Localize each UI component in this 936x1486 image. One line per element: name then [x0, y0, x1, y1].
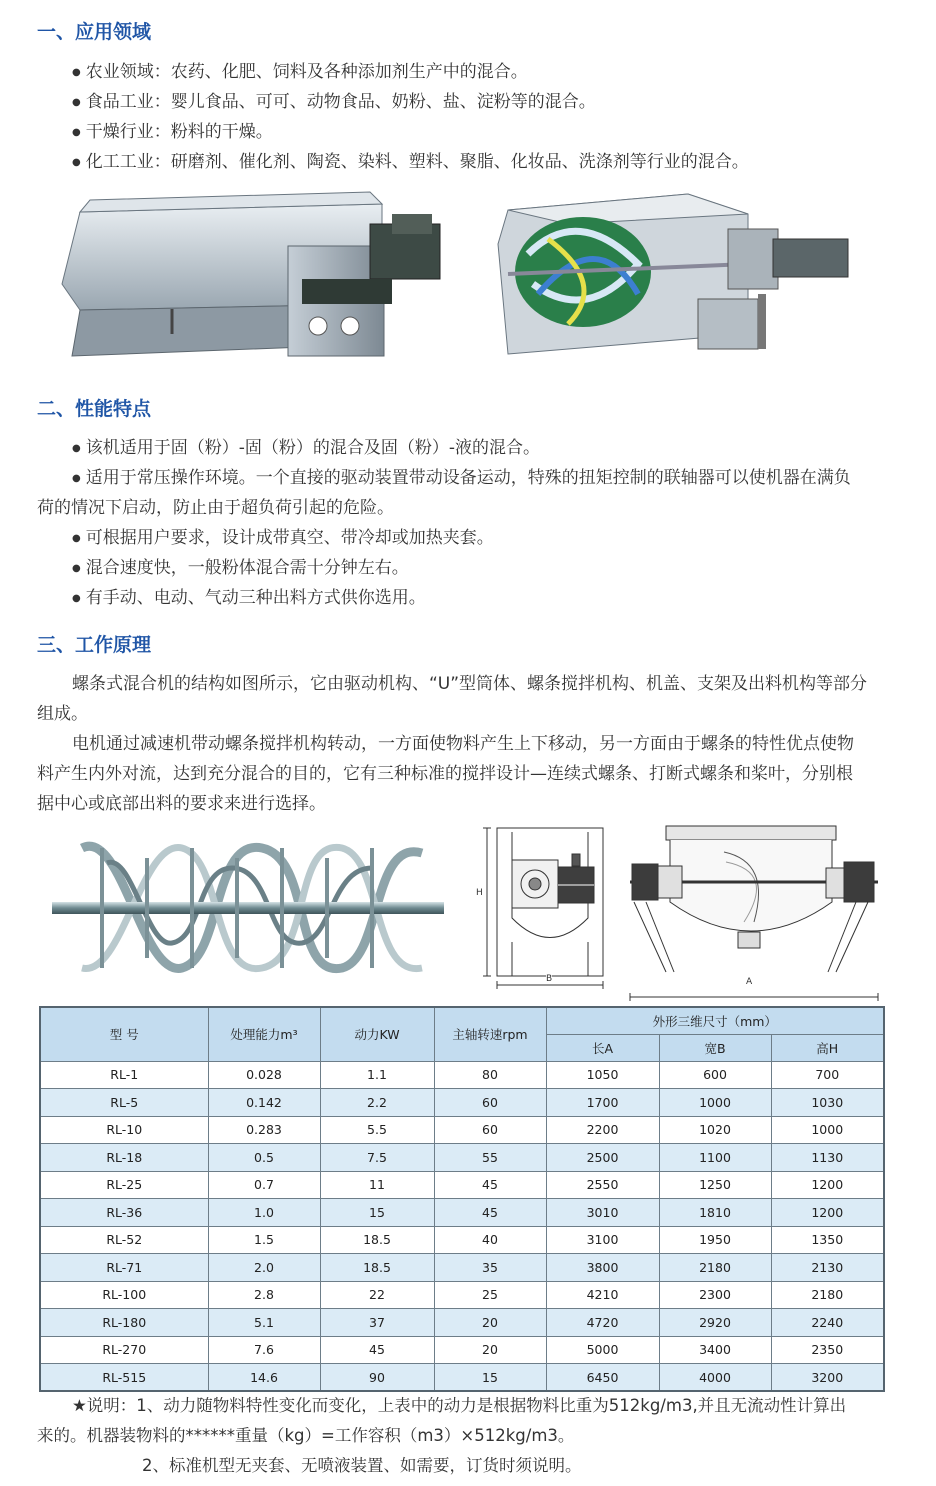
table-cell: 5000: [546, 1336, 659, 1364]
table-cell: 2500: [546, 1144, 659, 1172]
table-cell: 55: [434, 1144, 546, 1172]
table-cell: 1.0: [208, 1199, 320, 1227]
table-cell: 4720: [546, 1309, 659, 1337]
list-item: ● 该机适用于固（粉）-固（粉）的混合及固（粉）-液的混合。: [72, 438, 540, 459]
table-row: [40, 1226, 884, 1254]
front-view-drawing: [626, 822, 882, 1004]
table-cell: 1000: [771, 1116, 884, 1144]
list-item: ● 可根据用户要求，设计成带真空、带冷却或加热夹套。: [72, 528, 494, 549]
table-cell: 600: [659, 1061, 771, 1089]
table-row: [40, 1061, 884, 1089]
table-cell: 14.6: [208, 1364, 320, 1392]
table-cell: 2.2: [320, 1089, 434, 1117]
spec-table: [39, 1006, 885, 1392]
table-cell: 11: [320, 1171, 434, 1199]
section-title-application: 一、应用领域: [37, 21, 152, 43]
table-cell: 80: [434, 1061, 546, 1089]
list-item-continued: 荷的情况下启动，防止由于超负荷引起的危险。: [37, 498, 394, 518]
list-item: ● 干燥行业：粉料的干燥。: [72, 122, 273, 143]
table-cell: 0.5: [208, 1144, 320, 1172]
table-cell: 7.5: [320, 1144, 434, 1172]
table-cell: 60: [434, 1116, 546, 1144]
table-cell: 45: [434, 1171, 546, 1199]
table-cell: 15: [320, 1199, 434, 1227]
table-cell: 5.1: [208, 1309, 320, 1337]
table-cell: 1200: [771, 1171, 884, 1199]
table-cell: 2.0: [208, 1254, 320, 1282]
table-cell: 45: [434, 1199, 546, 1227]
table-cell: RL-71: [40, 1254, 208, 1282]
table-cell: RL-10: [40, 1116, 208, 1144]
table-cell: 1100: [659, 1144, 771, 1172]
table-cell: 1030: [771, 1089, 884, 1117]
table-row: [40, 1089, 884, 1117]
list-item: ● 适用于常压操作环境。一个直接的驱动装置带动设备运动，特殊的扭矩控制的联轴器可以使机器在满负: [72, 468, 851, 489]
table-cell: 1130: [771, 1144, 884, 1172]
table-cell: 4000: [659, 1364, 771, 1392]
header-width: 宽B: [659, 1034, 771, 1061]
table-cell: 2550: [546, 1171, 659, 1199]
table-cell: 4210: [546, 1281, 659, 1309]
table-row: [40, 1281, 884, 1309]
header-power: 动力KW: [320, 1007, 434, 1061]
table-cell: 35: [434, 1254, 546, 1282]
table-cell: 60: [434, 1089, 546, 1117]
table-cell: 2180: [771, 1281, 884, 1309]
table-row: [40, 1144, 884, 1172]
table-cell: 700: [771, 1061, 884, 1089]
table-cell: 1050: [546, 1061, 659, 1089]
side-view-drawing: [472, 822, 612, 992]
header-height: 高H: [771, 1034, 884, 1061]
table-cell: RL-1: [40, 1061, 208, 1089]
table-cell: 1.1: [320, 1061, 434, 1089]
table-cell: 6450: [546, 1364, 659, 1392]
header-model: 型 号: [40, 1007, 208, 1061]
table-cell: 1950: [659, 1226, 771, 1254]
mixer-photo-exterior: [52, 184, 460, 364]
table-cell: RL-52: [40, 1226, 208, 1254]
table-cell: RL-515: [40, 1364, 208, 1392]
table-cell: RL-100: [40, 1281, 208, 1309]
paragraph-line: 组成。: [37, 704, 88, 724]
paragraph-line: 螺条式混合机的结构如图所示，它由驱动机构、“U”型筒体、螺条搅拌机构、机盖、支架及出料机构等部分: [72, 674, 868, 694]
note-line: 2、标准机型无夹套、无喷液装置、如需要，订货时须说明。: [142, 1456, 582, 1475]
table-cell: 2.8: [208, 1281, 320, 1309]
spec-table-body: [40, 1061, 884, 1391]
paragraph-line: 料产生内外对流，达到充分混合的目的，它有三种标准的搅拌设计—连续式螺条、打断式螺条和桨叶，分别根: [37, 764, 853, 784]
table-cell: 20: [434, 1309, 546, 1337]
table-cell: 1.5: [208, 1226, 320, 1254]
list-item: ● 有手动、电动、气动三种出料方式供你选用。: [72, 588, 426, 609]
table-cell: 20: [434, 1336, 546, 1364]
table-cell: RL-18: [40, 1144, 208, 1172]
header-dimensions: 外形三维尺寸（mm）: [546, 1007, 884, 1034]
table-cell: 7.6: [208, 1336, 320, 1364]
note-line: 来的。机器装物料的******重量（kg）=工作容积（m3）×512kg/m3。: [37, 1426, 575, 1445]
table-row: [40, 1336, 884, 1364]
table-cell: 1020: [659, 1116, 771, 1144]
table-row: [40, 1309, 884, 1337]
table-cell: 0.028: [208, 1061, 320, 1089]
table-cell: 5.5: [320, 1116, 434, 1144]
table-cell: 0.142: [208, 1089, 320, 1117]
table-cell: 18.5: [320, 1254, 434, 1282]
table-cell: 1000: [659, 1089, 771, 1117]
list-item: ● 混合速度快，一般粉体混合需十分钟左右。: [72, 558, 409, 579]
table-row: [40, 1364, 884, 1392]
table-cell: 1250: [659, 1171, 771, 1199]
table-cell: 3400: [659, 1336, 771, 1364]
table-cell: 3800: [546, 1254, 659, 1282]
dimension-label-a: A: [746, 977, 753, 987]
table-cell: 18.5: [320, 1226, 434, 1254]
table-cell: 2920: [659, 1309, 771, 1337]
table-cell: 2180: [659, 1254, 771, 1282]
table-cell: RL-270: [40, 1336, 208, 1364]
table-cell: 40: [434, 1226, 546, 1254]
note-line: ★说明：1、动力随物料特性变化而变化，上表中的动力是根据物料比重为512kg/m3,并且无流动性计算出: [72, 1396, 847, 1415]
table-cell: 22: [320, 1281, 434, 1309]
table-cell: 2130: [771, 1254, 884, 1282]
table-cell: 0.283: [208, 1116, 320, 1144]
table-row: [40, 1254, 884, 1282]
table-row: [40, 1171, 884, 1199]
header-length: 长A: [546, 1034, 659, 1061]
table-cell: 3200: [771, 1364, 884, 1392]
table-cell: 3100: [546, 1226, 659, 1254]
table-cell: 1350: [771, 1226, 884, 1254]
section-title-features: 二、性能特点: [37, 398, 152, 420]
table-cell: RL-36: [40, 1199, 208, 1227]
header-speed: 主轴转速rpm: [434, 1007, 546, 1061]
list-item: ● 化工工业：研磨剂、催化剂、陶瓷、染料、塑料、聚脂、化妆品、洗涤剂等行业的混合。: [72, 152, 749, 173]
list-item: ● 食品工业：婴儿食品、可可、动物食品、奶粉、盐、淀粉等的混合。: [72, 92, 596, 113]
table-cell: 45: [320, 1336, 434, 1364]
table-cell: 15: [434, 1364, 546, 1392]
table-cell: 37: [320, 1309, 434, 1337]
table-cell: 0.7: [208, 1171, 320, 1199]
table-cell: 2350: [771, 1336, 884, 1364]
table-cell: 1200: [771, 1199, 884, 1227]
table-cell: 1700: [546, 1089, 659, 1117]
table-cell: RL-25: [40, 1171, 208, 1199]
dimension-label-h: H: [476, 888, 483, 898]
dimension-label-b: B: [546, 974, 553, 984]
paragraph-line: 据中心或底部出料的要求来进行选择。: [37, 794, 326, 814]
table-row: [40, 1199, 884, 1227]
table-cell: 1810: [659, 1199, 771, 1227]
ribbon-agitator-illustration: [52, 828, 444, 988]
table-row: [40, 1116, 884, 1144]
table-cell: 3010: [546, 1199, 659, 1227]
table-cell: 25: [434, 1281, 546, 1309]
table-cell: 2300: [659, 1281, 771, 1309]
list-item: ● 农业领域：农药、化肥、饲料及各种添加剂生产中的混合。: [72, 62, 528, 83]
table-cell: RL-180: [40, 1309, 208, 1337]
header-capacity: 处理能力m³: [208, 1007, 320, 1061]
table-cell: 2240: [771, 1309, 884, 1337]
section-title-principle: 三、工作原理: [37, 634, 152, 656]
table-cell: 90: [320, 1364, 434, 1392]
table-cell: RL-5: [40, 1089, 208, 1117]
table-cell: 2200: [546, 1116, 659, 1144]
mixer-photo-cutaway: [488, 184, 872, 360]
paragraph-line: 电机通过减速机带动螺条搅拌机构转动，一方面使物料产生上下移动，另一方面由于螺条的特性优点使物: [72, 734, 854, 754]
